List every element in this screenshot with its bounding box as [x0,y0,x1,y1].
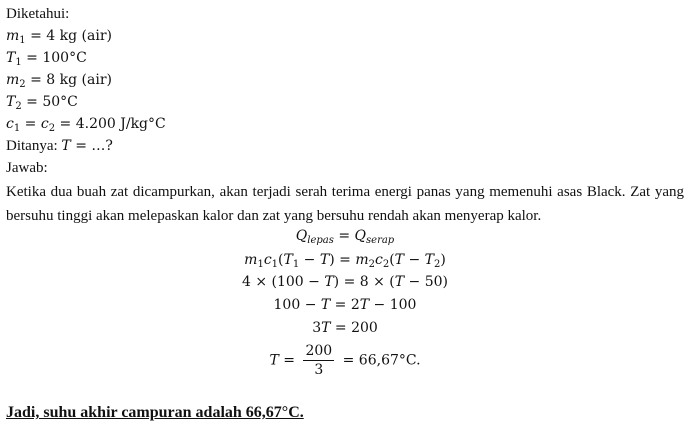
known-T2: $T_2 = 50^\circ C$ [6,94,78,112]
explanation-paragraph: Ketika dua buah zat dicampurkan, akan terjadi serah terima energi panas yang memenuhi asas Black. Zat yang bersuhu tinggi akan melepaskan kalor dan zat yang bersuhu rendah akan menyerap kalor. [6,184,684,224]
equation-numbers: 4 × (100 − T) = 8 × (T − 50) [241,274,449,290]
known-label: Diketahui: [6,6,70,22]
equation-substitution: $m_1c_1(T_1 - T) = m_2c_2(T - T_2)$ [244,252,446,270]
known-c: $c_1 = c_2 = 4.200$ J/kg°C [6,116,166,134]
equation-expanded: 100 − T = 2T − 100 [273,297,417,313]
known-m2: $m_2 = 8$ kg (air) [6,72,112,90]
fraction: $\frac{200}{3}$ [305,343,333,378]
answer-label: Jawab: [6,160,48,176]
asked-line: Ditanya: T = …? [6,138,113,154]
equation-result: T = $\frac{200}{3}$ = 66,67°C. [269,343,421,378]
known-m1: $m_1 = 4$ kg (air) [6,28,112,46]
conclusion: Jadi, suhu akhir campuran adalah 66,67°C. [6,404,304,421]
known-T1: $T_1 = 100^\circ C$ [6,50,87,68]
equation-heat-balance: $Q_{lepas} = Q_{serap}$ [295,228,395,246]
equation-simplified: 3T = 200 [312,320,378,336]
